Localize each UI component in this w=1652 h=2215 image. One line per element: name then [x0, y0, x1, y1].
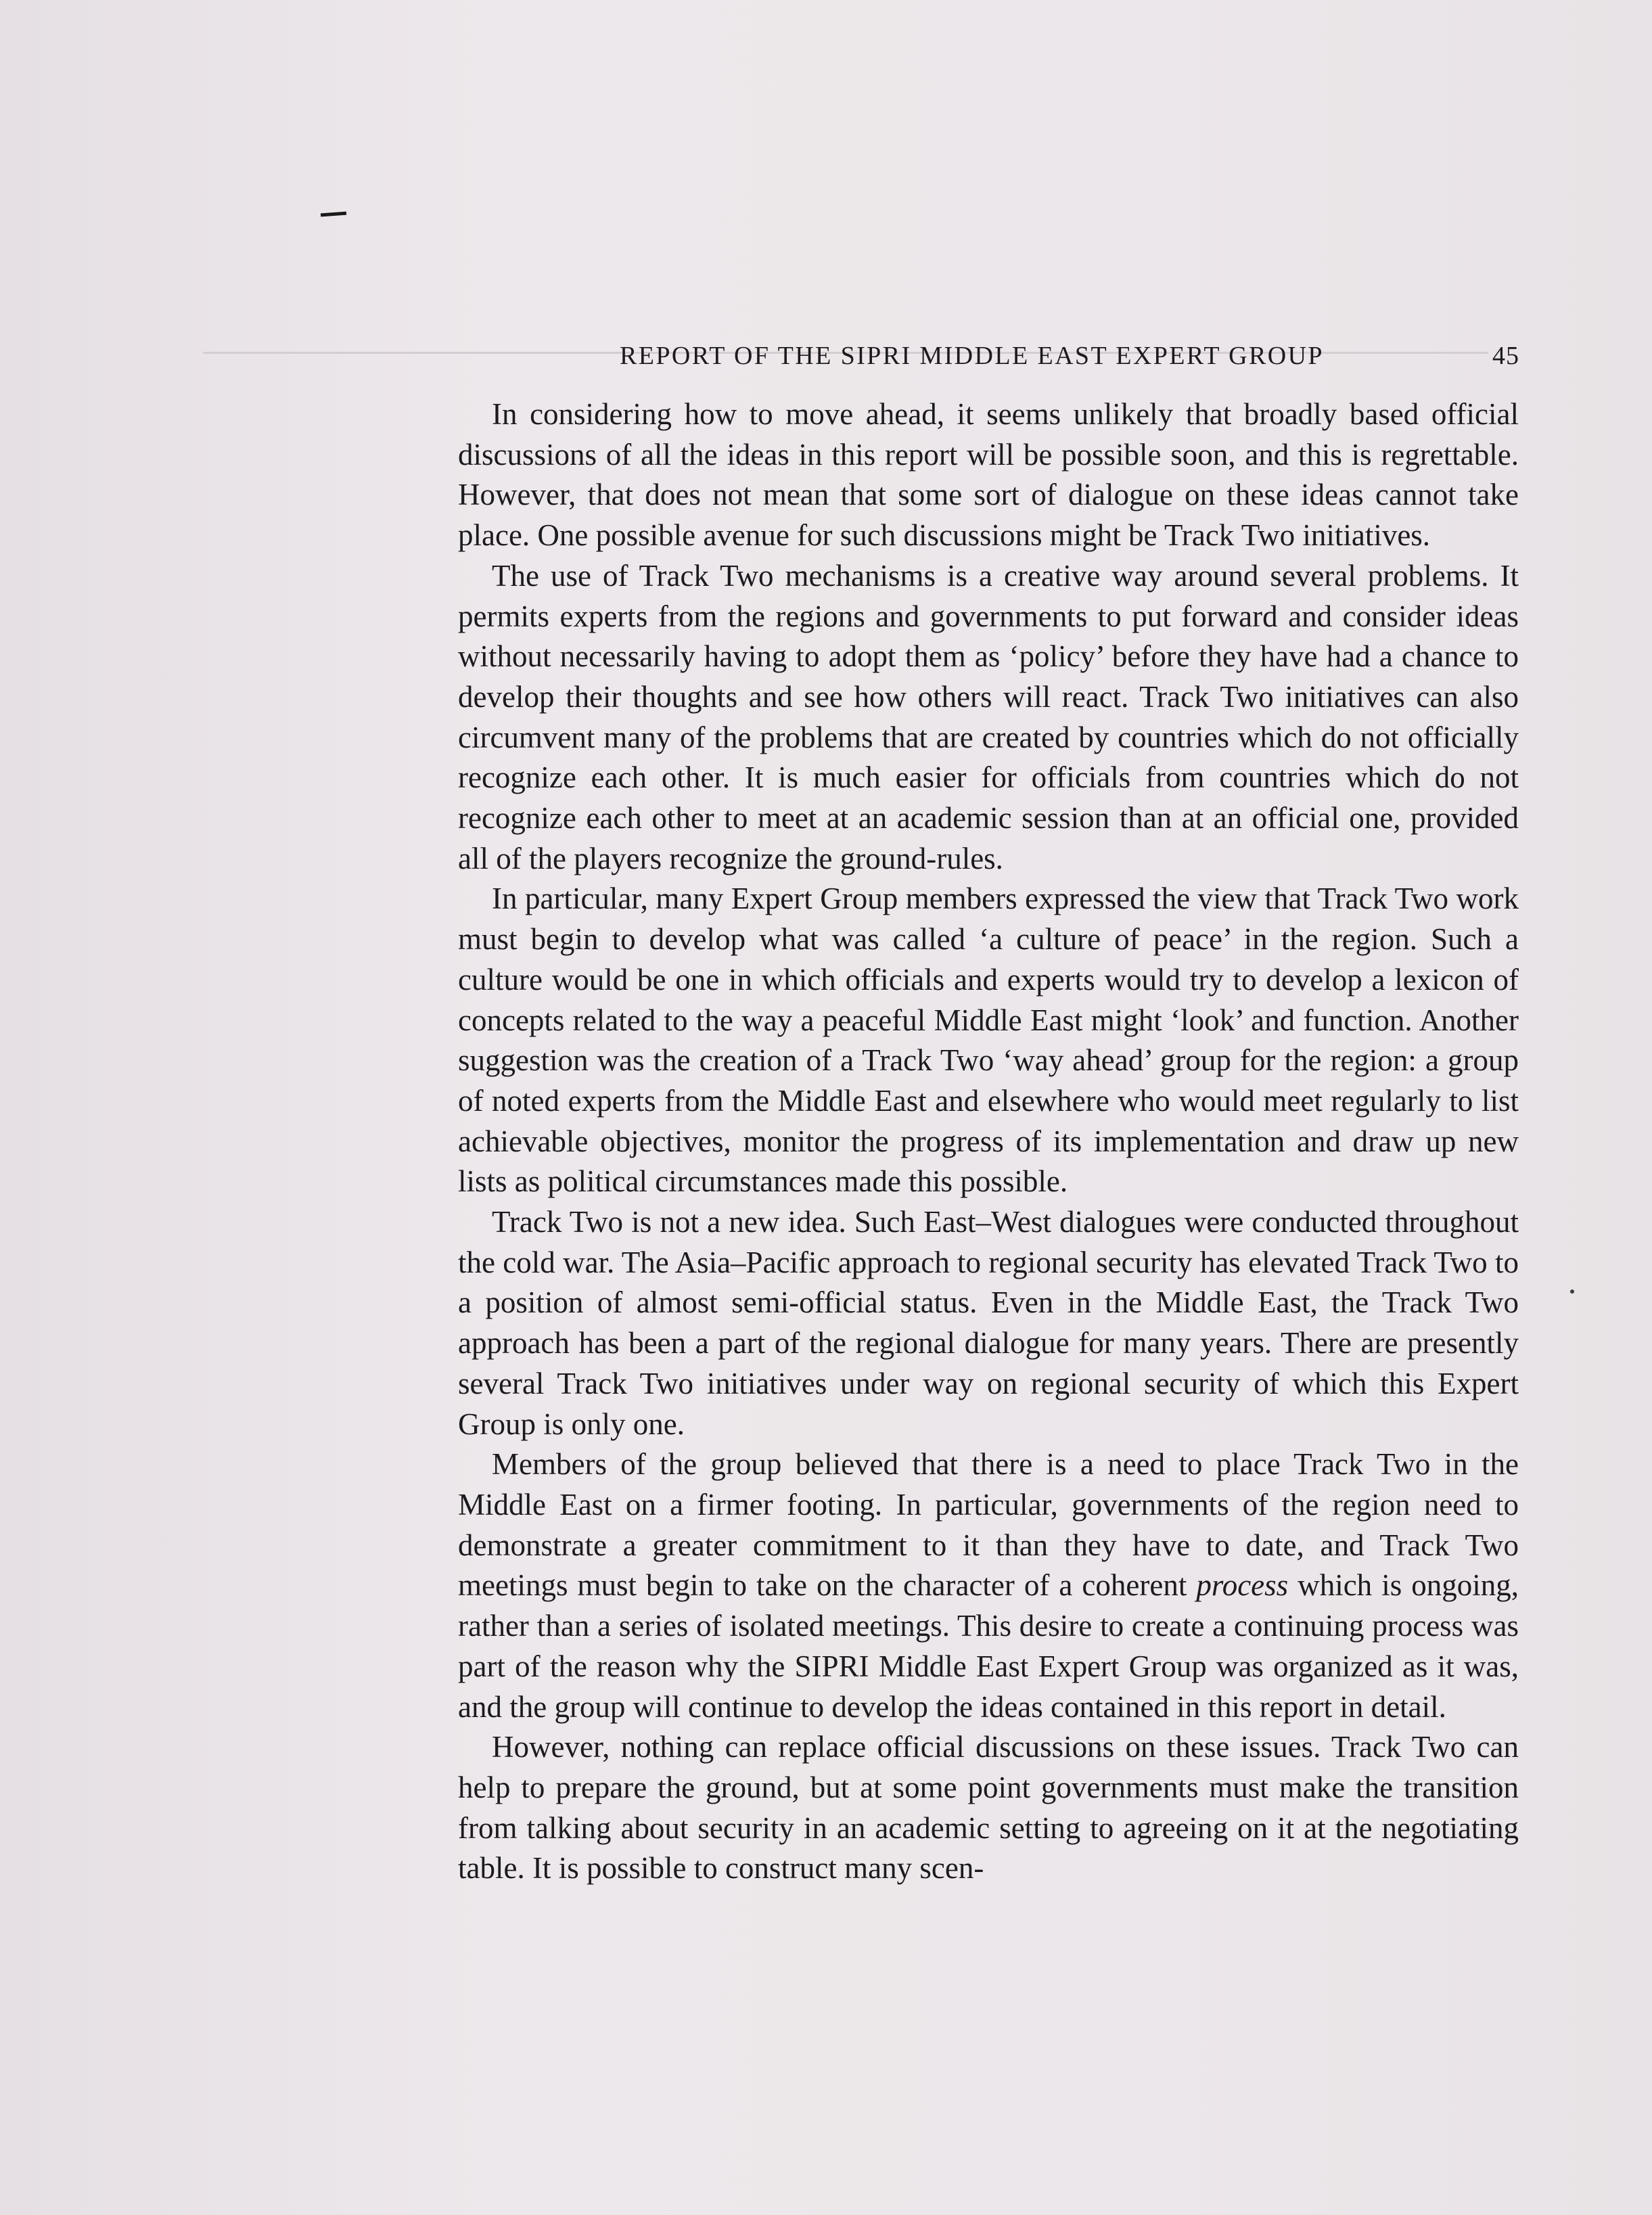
paragraph: In considering how to move ahead, it seems unlikely that broadly based official discussions of all the ideas in this report will be possible soon, and this is regrettable. However, that does not mean that some sort of dialogue on these ideas cannot take place. One possible avenue for such discussions might be Track Two initiatives.: [458, 397, 1519, 553]
header-title: REPORT OF THE SIPRI MIDDLE EAST EXPERT GROUP: [620, 342, 1324, 370]
paragraph: Members of the group believed that there is a need to place Track Two in the Middle East on a firmer footing. In particular, governments of the region need to demonstrate a greater commitment to it than they have to date, and Track Two meetings must begin to take on the character of a coherent process which is ongoing, rather than a series of isolated meetings. This desire to create a continuing process was part of the reason why the SIPRI Middle East Expert Group was organized as it was, and the group will continue to develop the ideas contained in this report in detail.: [458, 1447, 1519, 1724]
speck: [1570, 1289, 1574, 1294]
page-number: 45: [1492, 342, 1519, 370]
paragraph: Track Two is not a new idea. Such East–West dialogues were conducted throughout the cold war. The Asia–Pacific approach to regional security has elevated Track Two to a position of almost semi-official status. Even in the Middle East, the Track Two approach has been a part of the regional dialogue for many years. There are presently several Track Two initiatives under way on regional security of which this Expert Group is only one.: [458, 1205, 1519, 1441]
paragraph: In particular, many Expert Group members expressed the view that Track Two work must begin to develop what was called ‘a culture of peace’ in the region. Such a culture would be one in which officials and experts would try to develop a lexicon of concepts related to the way a peaceful Middle East might ‘look’ and function. Another suggestion was the creation of a Track Two ‘way ahead’ group for the region: a group of noted experts from the Middle East and elsewhere who would meet regularly to list achievable objectives, monitor the progress of its implementation and draw up new lists as political circumstances made this possible.: [458, 882, 1519, 1199]
running-header: [620, 340, 1519, 372]
paragraph: The use of Track Two mechanisms is a creative way around several problems. It permits experts from the regions and governments to put forward and consider ideas without necessarily having to adopt them as ‘policy’ before they have had a chance to develop their thoughts and see how others will react. Track Two initiatives can also circumvent many of the problems that are created by countries which do not officially recognize each other. It is much easier for officials from countries which do not recognize each other to meet at an academic session than at an official one, provided all of the players recognize the ground-rules.: [458, 558, 1519, 875]
paragraph: However, nothing can replace official discussions on these issues. Track Two can help to prepare the ground, but at some point governments must make the transition from talking about security in an academic setting to agreeing on it at the negotiating table. It is possible to construct many scen-: [458, 1730, 1519, 1886]
body-text: [458, 394, 1519, 1889]
